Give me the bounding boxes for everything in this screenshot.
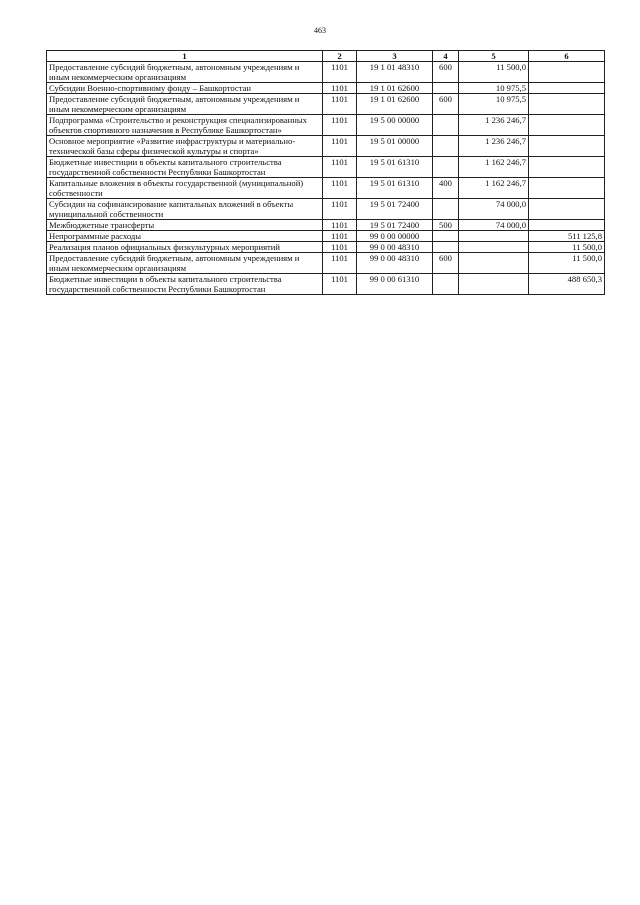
- row-amount-col6-cell: 11 500,0: [529, 253, 605, 274]
- row-code-cell: 19 5 01 61310: [357, 178, 433, 199]
- row-name-cell: Капитальные вложения в объекты государственной (муниципальной) собственности: [47, 178, 323, 199]
- row-section-cell: 1101: [323, 157, 357, 178]
- row-type-cell: [433, 242, 459, 253]
- row-amount-col5-cell: [459, 253, 529, 274]
- row-section-cell: 1101: [323, 253, 357, 274]
- row-amount-col5-cell: 1 236 246,7: [459, 136, 529, 157]
- page-number: 463: [314, 26, 326, 35]
- table-row: [47, 220, 605, 231]
- row-code-cell: 19 5 01 72400: [357, 220, 433, 231]
- header-row: [47, 51, 605, 62]
- table-header: [47, 51, 605, 62]
- table-row: [47, 231, 605, 242]
- row-section-cell: 1101: [323, 231, 357, 242]
- row-amount-col5-cell: [459, 242, 529, 253]
- table-row: [47, 242, 605, 253]
- row-amount-col5-cell: 11 500,0: [459, 62, 529, 83]
- row-amount-col6-cell: [529, 94, 605, 115]
- row-code-cell: 19 5 01 72400: [357, 199, 433, 220]
- row-amount-col5-cell: 10 975,5: [459, 94, 529, 115]
- row-code-cell: 19 1 01 48310: [357, 62, 433, 83]
- row-amount-col6-cell: [529, 220, 605, 231]
- row-amount-col5-cell: 10 975,5: [459, 83, 529, 94]
- row-type-cell: [433, 115, 459, 136]
- row-name-cell: Предоставление субсидий бюджетным, автономным учреждениям и иным некоммерческим организациям: [47, 94, 323, 115]
- row-type-cell: [433, 136, 459, 157]
- row-amount-col5-cell: 74 000,0: [459, 220, 529, 231]
- row-section-cell: 1101: [323, 220, 357, 231]
- row-section-cell: 1101: [323, 62, 357, 83]
- row-amount-col6-cell: [529, 115, 605, 136]
- row-name-cell: Межбюджетные трансферты: [47, 220, 323, 231]
- table-row: [47, 274, 605, 295]
- row-name-cell: Предоставление субсидий бюджетным, автономным учреждениям и иным некоммерческим организациям: [47, 253, 323, 274]
- row-type-cell: [433, 231, 459, 242]
- column-header-5: 5: [459, 51, 529, 62]
- row-type-cell: [433, 274, 459, 295]
- table-row: [47, 178, 605, 199]
- row-amount-col6-cell: 511 125,8: [529, 231, 605, 242]
- row-section-cell: 1101: [323, 115, 357, 136]
- row-type-cell: [433, 157, 459, 178]
- row-name-cell: Бюджетные инвестиции в объекты капитального строительства государственной собственности Республики Башкортостан: [47, 274, 323, 295]
- row-code-cell: 19 5 01 61310: [357, 157, 433, 178]
- row-code-cell: 19 1 01 62600: [357, 94, 433, 115]
- row-amount-col5-cell: [459, 231, 529, 242]
- row-name-cell: Бюджетные инвестиции в объекты капитального строительства государственной собственности Республики Башкортостан: [47, 157, 323, 178]
- row-section-cell: 1101: [323, 94, 357, 115]
- row-amount-col5-cell: 74 000,0: [459, 199, 529, 220]
- row-section-cell: 1101: [323, 274, 357, 295]
- row-name-cell: Предоставление субсидий бюджетным, автономным учреждениям и иным некоммерческим организациям: [47, 62, 323, 83]
- row-section-cell: 1101: [323, 199, 357, 220]
- row-type-cell: [433, 83, 459, 94]
- column-header-1: 1: [47, 51, 323, 62]
- table-row: [47, 157, 605, 178]
- column-header-2: 2: [323, 51, 357, 62]
- row-type-cell: 400: [433, 178, 459, 199]
- row-section-cell: 1101: [323, 136, 357, 157]
- table-row: [47, 253, 605, 274]
- row-code-cell: 99 0 00 48310: [357, 253, 433, 274]
- table-row: [47, 199, 605, 220]
- row-type-cell: [433, 199, 459, 220]
- row-name-cell: Субсидии Военно-спортивному фонду – Башкортостан: [47, 83, 323, 94]
- row-code-cell: 99 0 00 48310: [357, 242, 433, 253]
- column-header-6: 6: [529, 51, 605, 62]
- budget-table: [46, 50, 605, 295]
- row-amount-col6-cell: [529, 83, 605, 94]
- column-header-3: 3: [357, 51, 433, 62]
- table-body: [47, 62, 605, 295]
- row-amount-col5-cell: [459, 274, 529, 295]
- row-section-cell: 1101: [323, 242, 357, 253]
- row-amount-col6-cell: 488 650,3: [529, 274, 605, 295]
- row-amount-col5-cell: 1 162 246,7: [459, 178, 529, 199]
- row-amount-col5-cell: 1 162 246,7: [459, 157, 529, 178]
- row-name-cell: Подпрограмма «Строительство и реконструкция специализированных объектов спортивного назначения в Республике Башкортостан»: [47, 115, 323, 136]
- row-amount-col6-cell: [529, 157, 605, 178]
- table-row: [47, 136, 605, 157]
- row-section-cell: 1101: [323, 178, 357, 199]
- row-amount-col5-cell: 1 236 246,7: [459, 115, 529, 136]
- row-section-cell: 1101: [323, 83, 357, 94]
- row-amount-col6-cell: [529, 62, 605, 83]
- row-amount-col6-cell: 11 500,0: [529, 242, 605, 253]
- row-type-cell: 600: [433, 94, 459, 115]
- row-code-cell: 99 0 00 61310: [357, 274, 433, 295]
- row-code-cell: 19 1 01 62600: [357, 83, 433, 94]
- row-name-cell: Реализация планов официальных физкультурных мероприятий: [47, 242, 323, 253]
- row-name-cell: Основное мероприятие «Развитие инфраструктуры и материально-технической базы сферы физической культуры и спорта»: [47, 136, 323, 157]
- row-code-cell: 19 5 01 00000: [357, 136, 433, 157]
- row-amount-col6-cell: [529, 136, 605, 157]
- row-code-cell: 99 0 00 00000: [357, 231, 433, 242]
- table-row: [47, 83, 605, 94]
- row-code-cell: 19 5 00 00000: [357, 115, 433, 136]
- table-row: [47, 62, 605, 83]
- row-type-cell: 500: [433, 220, 459, 231]
- column-header-4: 4: [433, 51, 459, 62]
- row-type-cell: 600: [433, 253, 459, 274]
- row-amount-col6-cell: [529, 178, 605, 199]
- row-type-cell: 600: [433, 62, 459, 83]
- table-row: [47, 115, 605, 136]
- row-name-cell: Непрограммные расходы: [47, 231, 323, 242]
- table-row: [47, 94, 605, 115]
- row-name-cell: Субсидии на софинансирование капитальных вложений в объекты муниципальной собственности: [47, 199, 323, 220]
- row-amount-col6-cell: [529, 199, 605, 220]
